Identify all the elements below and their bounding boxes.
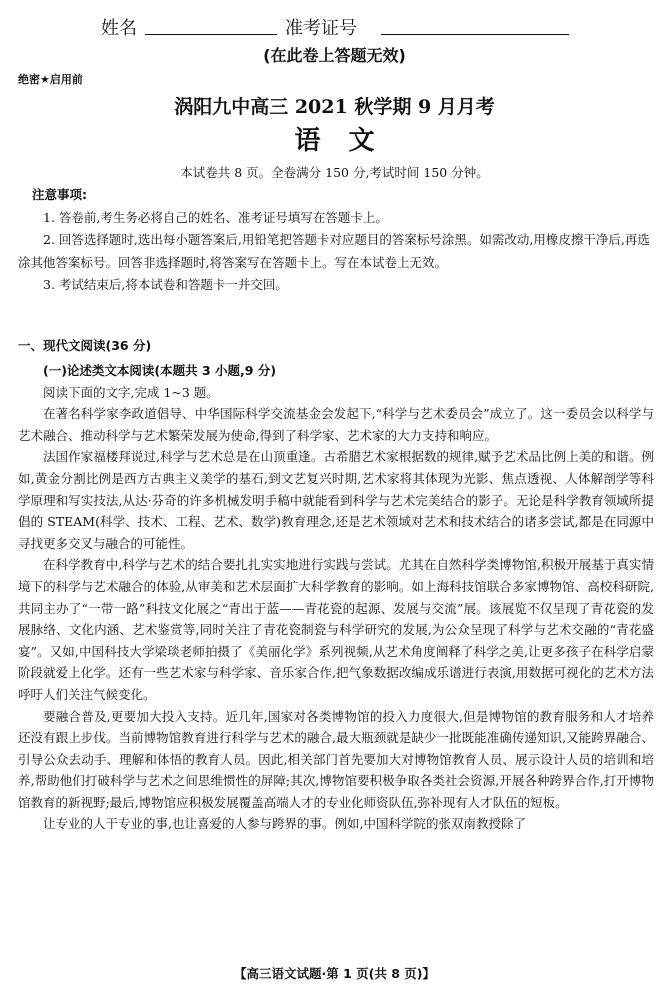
notice-title: 注意事项: [32,187,87,202]
passage-paragraph: 法国作家福楼拜说过,科学与艺术总是在山顶重逢。古希腊艺术家根据数的规律,赋予艺术品比例上美的和谐。例如,黄金分割比例是西方古典主义美学的基石,到文艺复兴时期,艺术家将其体现为光影、焦点透视、人体解剖学等科学原理和写实技法,从达·芬奇的许多机械发明手稿中就能看到科学与艺术完美结合的影子。无论是科学教育领域所提倡的 STEAM(科学、技术、工程、艺术、数学)教育理念,还是艺术领域对艺术和技术结合的诸多尝试,都是在同源中寻找更多交叉与融合的可能性。 [18,449,654,551]
subject-title: 语文 [294,126,403,156]
exam-id-blank-line [381,34,569,35]
invalid-answer-warning: (在此卷上答题无效) [263,46,406,65]
instruction-text: 阅读下面的文字,完成 1~3 题。 [43,384,219,400]
notice-item: 2. 回答选择题时,选出每小题答案后,用铅笔把答题卡对应题目的答案标号涂黑。如需改动,用橡皮擦干净后,再选涂其他答案标号。回答非选择题时,将答案写在答题卡上。写在本试卷上无效。 [18,232,650,270]
name-blank-line [145,34,277,35]
page-footer: 【高三语文试题·第 1 页(共 8 页)】 [234,966,435,981]
notice-block [18,184,654,297]
passage-paragraph: 在著名科学家李政道倡导、中华国际科学交流基金会发起下,“科学与艺术委员会”成立了。这一委员会以科学与艺术融合、推动科学与艺术繁荣发展为使命,得到了科学家、艺术家的大力支持和响应。 [18,406,654,443]
notice-item: 1. 答卷前,考生务必将自己的姓名、准考证号填写在答题卡上。 [43,209,388,225]
notice-item: 3. 考试结束后,将本试卷和答题卡一并交回。 [43,277,288,292]
passage-paragraph: 让专业的人干专业的事,也让喜爱的人参与跨界的事。例如,中国科学院的张双南教授除了 [43,816,526,832]
exam-id-label: 准考证号 [285,18,357,39]
reading-passage [18,360,654,835]
candidate-header [0,14,669,38]
section-title: 一、现代文阅读(36 分) [18,338,152,353]
exam-title: 涡阳九中高三 2021 秋学期 9 月月考 [174,96,495,118]
exam-info: 本试卷共 8 页。全卷满分 150 分,考试时间 150 分钟。 [180,165,489,180]
confidential-mark: 绝密★启用前 [18,73,83,86]
name-label: 姓名 [101,18,137,39]
subsection-title: (一)论述类文本阅读(本题共 3 小题,9 分) [43,363,277,378]
passage-paragraph: 要融合普及,更要加大投入支持。近几年,国家对各类博物馆的投入力度很大,但是博物馆的教育服务和人才培养还没有跟上步伐。当前博物馆教育进行科学与艺术的融合,最大瓶颈就是缺少一批既能准确传递知识,又能跨界融合、引导公众去动手、理解和体悟的教育人员。因此,相关部门首先要加大对博物馆教育人员、展示设计人员的培训和培养,帮助他们打破科学与艺术之间思维惯性的屏障;其次,博物馆要积极争取各类社会资源,开展各种跨界合作,打开博物馆教育的新视野;最后,博物馆应积极发展覆盖高端人才的专业化师资队伍,弥补现有人才队伍的短板。 [18,708,654,810]
passage-paragraph: 在科学教育中,科学与艺术的结合要扎扎实实地进行实践与尝试。尤其在自然科学类博物馆,积极开展基于真实情境下的科学与艺术融合的体验,从审美和艺术层面扩大科学教育的影响。如上海科技馆联合多家博物馆、高校科研院,共同主办了“一带一路”科技文化展之“青出于蓝——青花瓷的起源、发展与交流”展。该展览不仅呈现了青花瓷的发展脉络、文化内涵、艺术鉴赏等,同时关注了青花瓷制瓷与科学研究的发展,为公众呈现了科学与艺术交融的“青花盛宴”。又如,中国科技大学梁琰老师拍摄了《美丽化学》系列视频,从艺术角度阐释了科学之美,让更多孩子在科学启蒙阶段就爱上化学。还有一些艺术家与科学家、音乐家合作,把气象数据改编成乐谱进行表演,用数据可视化的艺术方法呼吁人们关注气候变化。 [18,557,654,702]
